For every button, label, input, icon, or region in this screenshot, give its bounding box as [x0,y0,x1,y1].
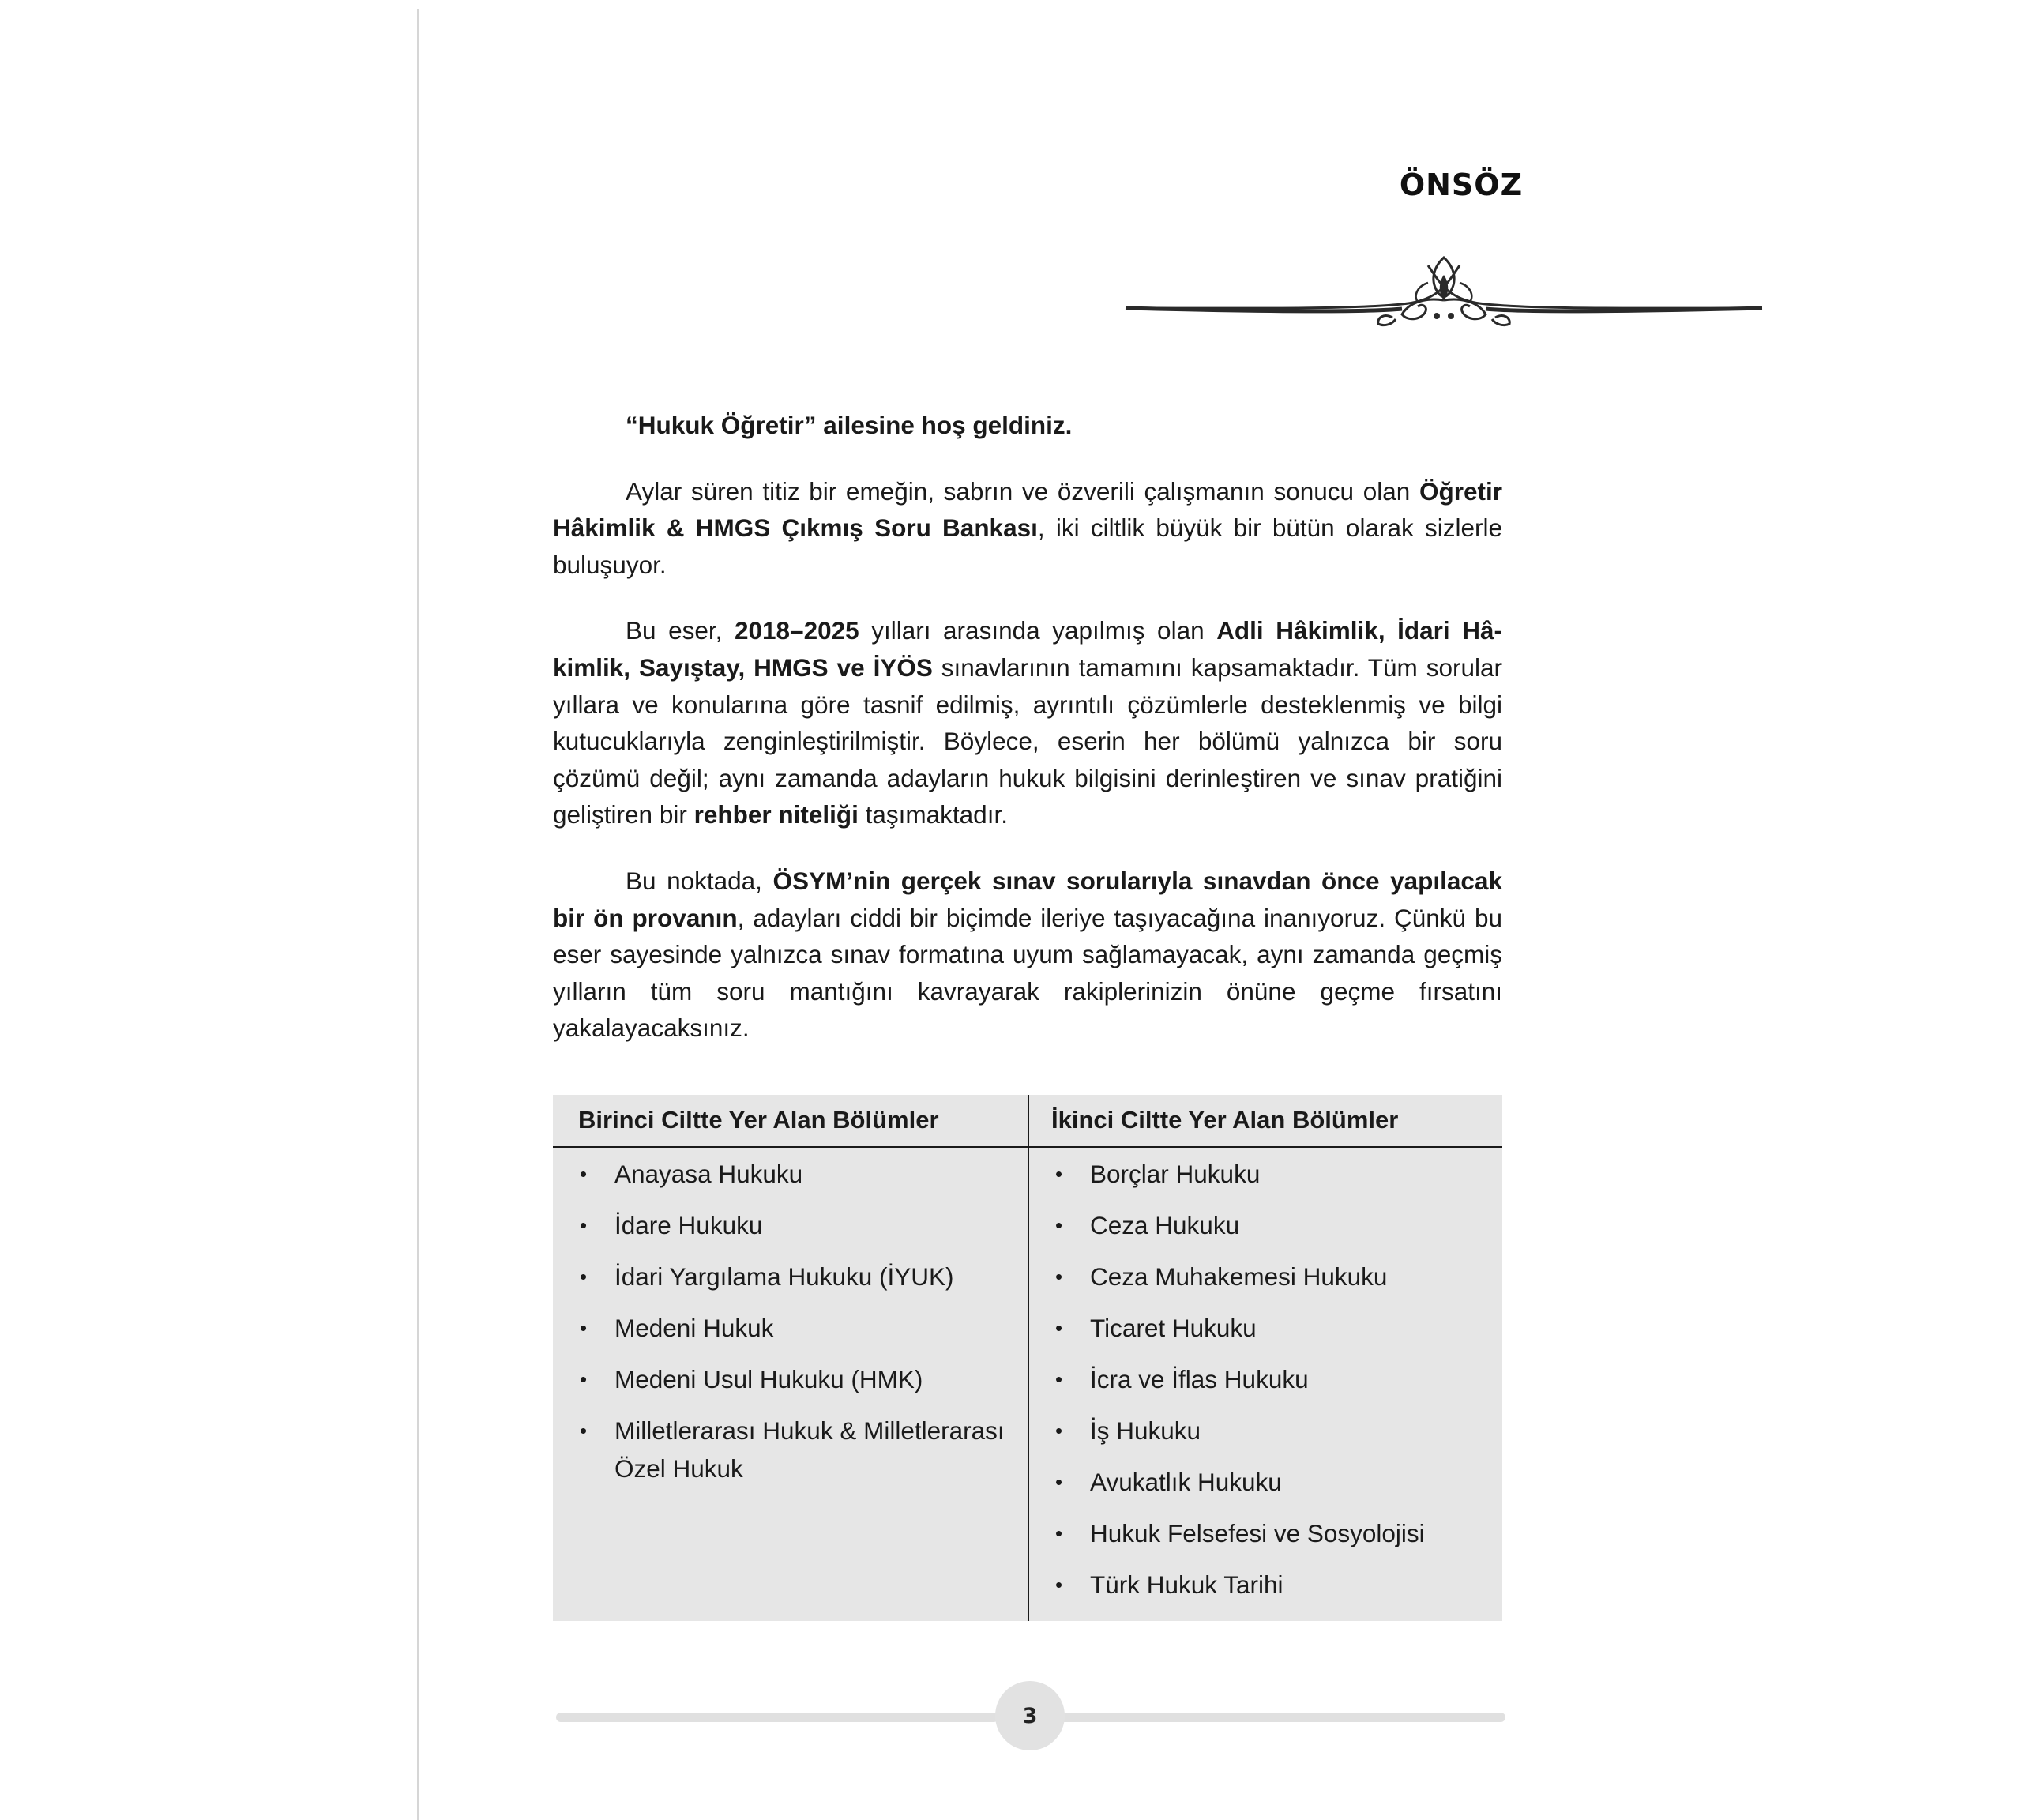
paragraph-2 [553,612,1502,833]
bold-text-run: 2018–2025 [734,616,859,645]
text-run: Bu noktada, [626,866,773,895]
bullet-icon: • [1055,1521,1063,1545]
bold-text-run: Öğretir Hâkimlik & HMGS Çıkmış Soru Bankası [553,476,1502,543]
chapter-item [553,1360,1028,1398]
chapter-label: Hukuk Felsefesi ve Sosyolojisi [1090,1519,1425,1547]
page-footer [553,1681,1505,1752]
bullet-icon: • [1055,1213,1063,1237]
chapter-item [1029,1463,1502,1501]
bullet-icon: • [1055,1470,1063,1494]
volume-1-list [553,1155,1028,1501]
bullet-icon: • [580,1316,588,1340]
header-rule [553,1146,1502,1148]
chapter-item [1029,1258,1502,1295]
chapter-label: Avukatlık Hukuku [1090,1468,1282,1496]
chapter-item [1029,1155,1502,1193]
bold-text-run: rehber niteliği [693,800,859,829]
chapter-item [553,1258,1028,1295]
page-number-badge [995,1681,1065,1750]
paragraph-1 [553,473,1502,584]
page-number: 3 [1022,1703,1038,1728]
text-run: , iki ciltlik büyük bir bütün olarak sizlerle buluşuyor. [553,513,1502,579]
chapter-item [553,1206,1028,1244]
bullet-icon: • [1055,1265,1063,1288]
chapter-item [1029,1360,1502,1398]
chapter-label: Türk Hukuk Tarihi [1090,1570,1283,1599]
chapter-label: İş Hukuku [1090,1416,1201,1445]
footer-bar-left [556,1713,998,1722]
chapter-item [1029,1309,1502,1347]
chapter-label: İdare Hukuku [614,1211,763,1239]
chapter-label: Anayasa Hukuku [614,1160,803,1188]
bullet-icon: • [1055,1162,1063,1186]
preface-body [553,407,1502,1076]
text-run: Bu eser, [626,616,735,645]
chapter-item [553,1309,1028,1347]
bullet-icon: • [580,1162,588,1186]
bullet-icon: • [1055,1573,1063,1596]
document-page [419,0,2022,1820]
text-run: yılları arasında yapılmış olan [859,616,1217,645]
chapter-item [1029,1566,1502,1604]
footer-bar-right [1058,1713,1505,1722]
chapter-label: İcra ve İflas Hukuku [1090,1365,1309,1393]
text-run: sınavlarının tamamını kapsamaktadır. Tüm sorular yıllara ve konularına göre tasnif edilmiş, ayrıntılı çözümlerle desteklenmiş ve bilgi kutucuklarıyla zenginleştirilmiştir. Böylece, eserin her bölümü yalnızca bir soru çözümü değil; aynı zamanda adayların hukuk bilgisini derinleştiren ve sınav pratiğini geliştiren bir [553,652,1502,829]
chapter-label: Milletlerarası Hukuk & Milletlerarası Özel Hukuk [614,1416,1005,1483]
volume-1-column [553,1095,1028,1621]
text-run: Aylar süren titiz bir emeğin, sabrın ve özverili çalışmanın sonucu olan [626,476,1419,506]
ornament-divider-icon [1124,251,1764,327]
chapters-table [553,1095,1502,1621]
bold-text-run: ÖSYM’nin gerçek sınav sorularıyla sınavdan önce yapılacak bir ön provanın [553,866,1502,932]
page-title: ÖNSÖZ [1399,167,1524,202]
bullet-icon: • [1055,1367,1063,1391]
chapter-label: Ticaret Hukuku [1090,1314,1257,1342]
volume-2-list [1029,1155,1502,1617]
chapter-label: Medeni Hukuk [614,1314,774,1342]
chapter-item [1029,1412,1502,1450]
volume-2-header: İkinci Ciltte Yer Alan Bölümler [1051,1106,1399,1134]
chapter-item [1029,1514,1502,1552]
bullet-icon: • [580,1367,588,1391]
welcome-paragraph: “Hukuk Öğretir” ailesine hoş geldiniz. [626,411,1073,439]
chapter-label: Ceza Hukuku [1090,1211,1240,1239]
bullet-icon: • [580,1265,588,1288]
bold-text-run: Adli Hâkimlik, İdari Hâkimlik, Sayıştay, HMGS ve İYÖS [553,616,1503,682]
chapter-label: Medeni Usul Hukuku (HMK) [614,1365,923,1393]
bullet-icon: • [580,1213,588,1237]
text-run: , adayları ciddi bir biçimde ileriye taşıyacağına inanıyoruz. Çünkü bu eser sayesinde yalnızca sınav formatına uyum sağlamayacak, aynı zamanda geçmiş yılların tüm soru mantığını kavrayarak rakiplerinizin önüne geçme fırsatını yakalayacaksınız. [553,903,1502,1043]
chapter-label: Borçlar Hukuku [1090,1160,1261,1188]
text-run: taşımaktadır. [858,800,1008,829]
bullet-icon: • [1055,1419,1063,1442]
bullet-icon: • [580,1419,588,1442]
bullet-icon: • [1055,1316,1063,1340]
paragraph-3 [553,863,1502,1047]
chapter-label: İdari Yargılama Hukuku (İYUK) [614,1262,954,1291]
chapter-item [1029,1206,1502,1244]
volume-2-column [1029,1095,1502,1621]
volume-1-header: Birinci Ciltte Yer Alan Bölümler [578,1106,939,1134]
chapter-item [553,1155,1028,1193]
chapter-label: Ceza Muhakemesi Hukuku [1090,1262,1388,1291]
chapter-item [553,1412,1028,1487]
